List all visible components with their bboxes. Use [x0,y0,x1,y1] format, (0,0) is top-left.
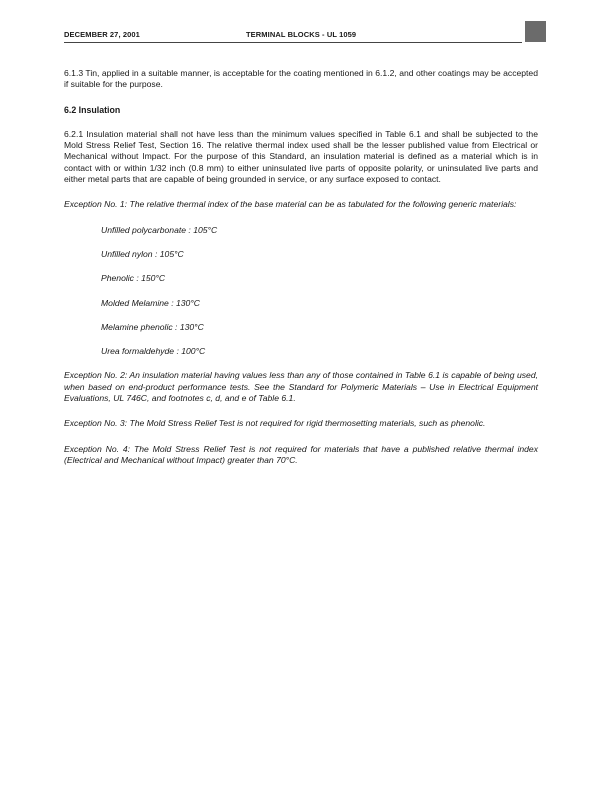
material-item: Unfilled polycarbonate : 105°C [101,224,218,235]
material-item: Molded Melamine : 130°C [101,297,200,308]
material-item: Melamine phenolic : 130°C [101,321,204,332]
material-item: Phenolic : 150°C [101,273,166,284]
materials-list [101,225,538,358]
exception-4: Exception No. 4: The Mold Stress Relief Test is not required for materials that have a published relative thermal index (Electrical and Mechanical without Impact) greater than 70°C. [64,443,538,465]
section-heading-insulation: 6.2 Insulation [64,104,121,115]
exception-1: Exception No. 1: The relative thermal index of the base material can be as tabulated for the following generic materials: [64,199,517,210]
header-title: TERMINAL BLOCKS - UL 1059 [246,30,357,39]
material-item: Urea formaldehyde : 100°C [101,346,206,357]
paragraph-6-2-1: 6.2.1 Insulation material shall not have less than the minimum values specified in Table 6.1 and shall be subjected to the Mold Stress Relief Test, Section 16. The relative thermal index used shall be the lesser published value from Electrical or Mechanical without Impact. For the purpose of this Standard, an insulation material is defined as a material which is in contact with or within 1/32 inch (0.8 mm) to either uninsulated live parts of opposite polarity, or uninsulated live parts and either metal parts that are capable of being grounded in service, or any surface exposed to contact. [64,128,538,185]
paragraph-6-1-3: 6.1.3 Tin, applied in a suitable manner, is acceptable for the coating mentioned in 6.1.2, and other coatings may be accepted if suitable for the purpose. [64,68,538,90]
document-body [64,68,538,480]
exception-2: Exception No. 2: An insulation material having values less than any of those contained in Table 6.1 is capable of being used, when based on end-product performance tests. See the Standard for Polymeric Materials – Use in Electrical Equipment Evaluations, UL 746C, and footnotes c, d, and e of Table 6.1. [64,370,538,404]
material-item: Unfilled nylon : 105°C [101,248,184,259]
header-date: DECEMBER 27, 2001 [64,30,140,39]
exception-3: Exception No. 3: The Mold Stress Relief Test is not required for rigid thermosetting materials, such as phenolic. [64,418,486,429]
page-header [64,22,522,43]
corner-tab-marker [525,21,546,42]
